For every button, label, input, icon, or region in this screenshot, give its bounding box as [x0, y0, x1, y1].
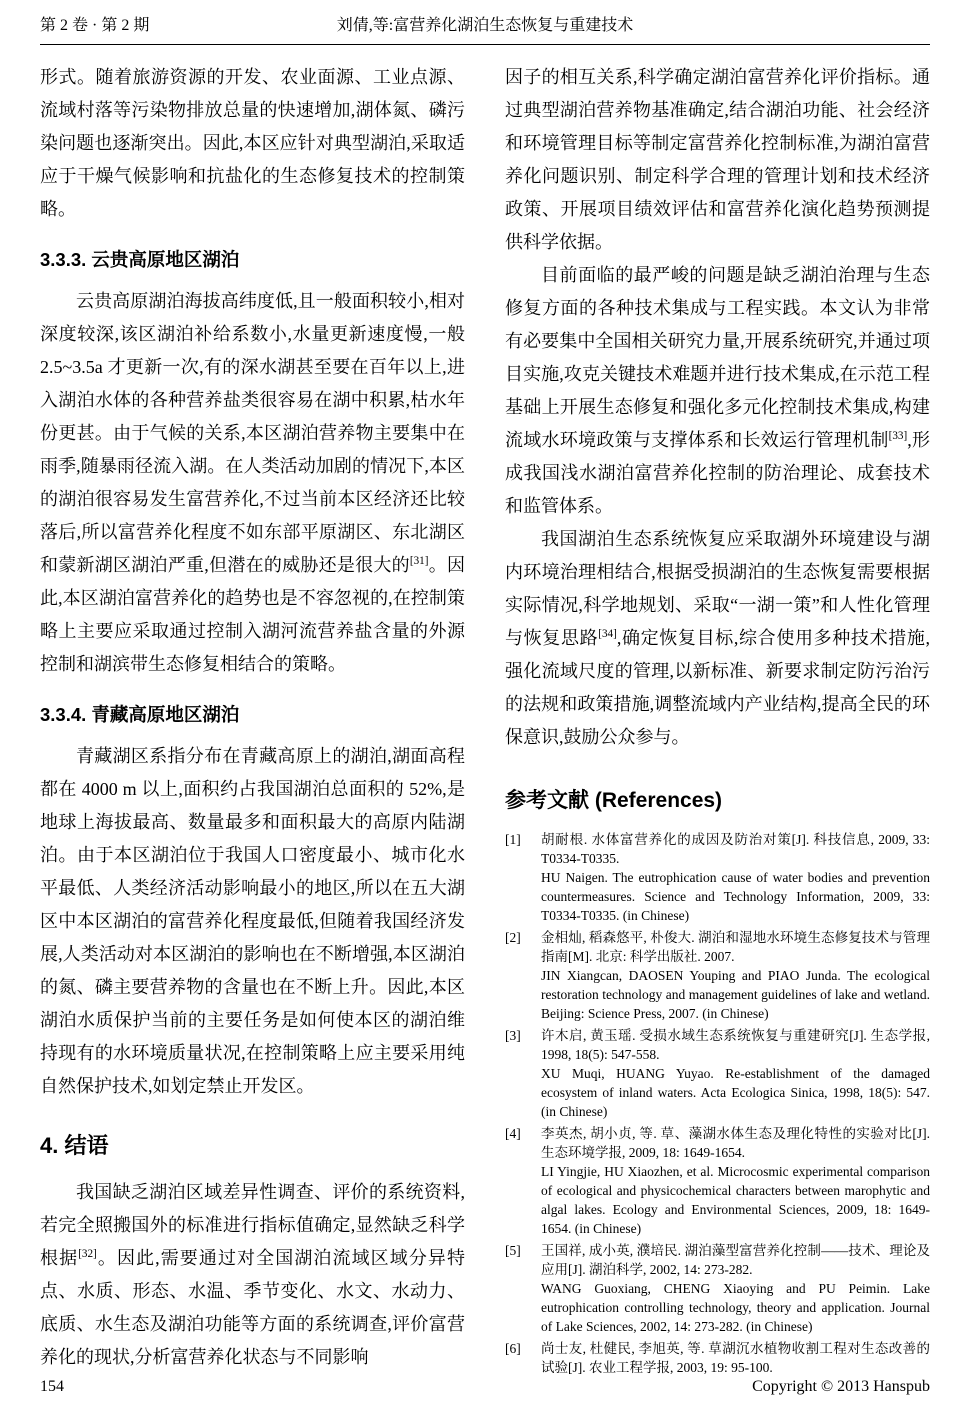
reference-chinese-text: 王国祥, 成小英, 濮培民. 湖泊藻型富营养化控制——技术、理论及应用[J]. 湖泊科学, 2002, 14: 273-282. — [541, 1243, 930, 1277]
reference-item — [505, 1241, 930, 1336]
reference-english-text: XU Muqi, HUANG Yuyao. Re-establishment of the damaged ecosystem of inland waters. Acta Ecologica Sinica, 1998, 18(5): 547. (in Chinese) — [541, 1066, 930, 1119]
reference-item — [505, 1026, 930, 1121]
reference-number: [6] — [505, 1341, 521, 1356]
paragraph-continuation: 形式。随着旅游资源的开发、农业面源、工业点源、流域村落等污染物排放总量的快速增加,湖体氮、磷污染问题也逐渐突出。因此,本区应针对典型湖泊,采取适应于干燥气候影响和抗盐化的生态修复技术的控制策略。 — [40, 67, 465, 219]
page-footer — [40, 1378, 930, 1396]
reference-item — [505, 830, 930, 925]
page-number: 154 — [40, 1378, 64, 1395]
running-title: 刘倩,等:富营养化湖泊生态恢复与重建技术 — [336, 17, 634, 34]
conclusion-paragraph: 我国缺乏湖泊区域差异性调查、评价的系统资料,若完全照搬国外的标准进行指标值确定,显然缺乏科学根据[32]。因此,需要通过对全国湖泊流域区域分异特点、水质、形态、水温、季节变化、水文、水动力、底质、水生态及湖泊功能等方面的系统调查,评价富营养化的现状,分析富营养化状态与不同影响 — [40, 1182, 466, 1367]
reference-number: [5] — [505, 1243, 521, 1258]
reference-number: [4] — [505, 1126, 521, 1141]
reference-body — [541, 1026, 930, 1121]
reference-body — [541, 928, 930, 1023]
reference-number: [2] — [505, 930, 521, 945]
page-header — [40, 12, 930, 45]
reference-number: [1] — [505, 832, 521, 847]
reference-item — [505, 928, 930, 1023]
left-column — [40, 61, 465, 1380]
reference-english-text: LI Yingjie, HU Xiaozhen, et al. Microcosmic experimental comparison of ecological and physicochemical characters between marophytic and algal lakes. Ecology and Environmental Sciences, 2009, 18: 1649-1654. (in Chinese) — [541, 1164, 930, 1236]
section-333-paragraph: 云贵高原湖泊海拔高纬度低,且一般面积较小,相对深度较深,该区湖泊补给系数小,水量更新速度慢,一般 2.5~3.5a 才更新一次,有的深水湖甚至要在百年以上,进入湖泊水体的各种营养盐类很容易在湖中积累,枯水年份更甚。由于气候的关系,本区湖泊营养物主要集中在雨季,随暴雨径流入湖。在人类活动加剧的情况下,本区的湖泊很容易发生富营养化,不过当前本区经济还比较落后,所以富营养化程度不如东部平原湖区、东北湖区和蒙新湖区湖泊严重,但潜在的威胁还是很大的[31]。因此,本区湖泊富营养化的趋势也是不容忽视的,在控制策略上主要应采取通过控制入湖河流营养盐含量的外源控制和湖滨带生态修复相结合的策略。 — [40, 291, 465, 674]
section-heading-333: 3.3.3. 云贵高原地区湖泊 — [40, 249, 240, 270]
journal-issue: 第 2 卷 · 第 2 期 — [40, 17, 150, 34]
reference-chinese-text: 尚士友, 杜健民, 李旭英, 等. 草湖沉水植物收割工程对生态改善的试验[J]. 农业工程学报, 2003, 19: 95-100. — [541, 1341, 930, 1375]
two-column-body — [40, 61, 930, 1380]
paragraph-2: 目前面临的最严峻的问题是缺乏湖泊治理与生态修复方面的各种技术集成与工程实践。本文认为非常有必要集中全国相关研究力量,开展系统研究,并通过项目实施,攻克关键技术难题并进行技术集成,在示范工程基础上开展生态修复和强化多元化控制技术集成,构建流域水环境政策与支撑体系和长效运行管理机制[33],形成我国浅水湖泊富营养化控制的防治理论、成套技术和监管体系。 — [505, 265, 931, 516]
reference-english-text: HU Naigen. The eutrophication cause of water bodies and prevention countermeasures. Science and Technology Information, 2009, 33: T0334-T0335. (in Chinese) — [541, 870, 930, 923]
reference-english-text: WANG Guoxiang, CHENG Xiaoying and PU Peimin. Lake eutrophication controlling technology, theory and application. Journal of Lake Sciences, 2002, 14: 273-282. (in Chinese) — [541, 1281, 930, 1334]
reference-body — [541, 830, 930, 925]
reference-chinese-text: 李英杰, 胡小贞, 等. 草、藻湖水体生态及理化特性的实验对比[J]. 生态环境学报, 2009, 18: 1649-1654. — [541, 1126, 930, 1160]
paragraph-1: 因子的相互关系,科学确定湖泊富营养化评价指标。通过典型湖泊营养物基准确定,结合湖泊功能、社会经济和环境管理目标等制定富营养化控制标准,为湖泊富营养化问题识别、制定科学合理的管理计划和技术经济政策、开展项目绩效评估和富营养化演化趋势预测提供科学依据。 — [505, 67, 930, 252]
reference-body — [541, 1339, 930, 1377]
reference-item — [505, 1124, 930, 1238]
reference-number: [3] — [505, 1028, 521, 1043]
copyright-notice: Copyright © 2013 Hanspub — [752, 1378, 930, 1395]
reference-body — [541, 1241, 930, 1336]
reference-body — [541, 1124, 930, 1238]
reference-chinese-text: 许木启, 黄玉瑶. 受损水域生态系统恢复与重建研究[J]. 生态学报, 1998, 18(5): 547-558. — [541, 1028, 930, 1062]
paragraph-3: 我国湖泊生态系统恢复应采取湖外环境建设与湖内环境治理相结合,根据受损湖泊的生态恢复需要根据实际情况,科学地规划、采取“一湖一策”和人性化管理与恢复思路[34],确定恢复目标,综合使用多种技术措施,强化流域尺度的管理,以新标准、新要求制定防污治污的法规和政策措施,调整流域内产业结构,提高全民的环保意识,鼓励公众参与。 — [505, 529, 931, 747]
right-column — [505, 61, 930, 1380]
reference-english-text: JIN Xiangcan, DAOSEN Youping and PIAO Junda. The ecological restoration technology and management guidelines of lake and wetland. Beijing: Science Press, 2007. (in Chinese) — [541, 968, 930, 1021]
section-heading-conclusion: 4. 结语 — [40, 1133, 109, 1158]
reference-chinese-text: 金相灿, 稻森悠平, 朴俊大. 湖泊和湿地水环境生态修复技术与管理指南[M]. 北京: 科学出版社. 2007. — [541, 930, 930, 964]
references-list — [505, 830, 930, 1377]
reference-item — [505, 1339, 930, 1377]
reference-chinese-text: 胡耐根. 水体富营养化的成因及防治对策[J]. 科技信息, 2009, 33: T0334-T0335. — [541, 832, 930, 866]
section-334-paragraph: 青藏湖区系指分布在青藏高原上的湖泊,湖面高程都在 4000 m 以上,面积约占我国湖泊总面积的 52%,是地球上海拔最高、数量最多和面积最大的高原内陆湖泊。由于本区湖泊位于我国人口密度最小、城市化水平最低、人类经济活动影响最小的地区,所以在五大湖区中本区湖泊的富营养化程度最低,但随着我国经济发展,人类活动对本区湖泊的影响也在不断增强,本区湖泊的氮、磷主要营养物的含量也在不断上升。因此,本区湖泊水质保护当前的主要任务是如何使本区的湖泊维持现有的水环境质量状况,在控制策略上应主要采用纯自然保护技术,如划定禁止开发区。 — [40, 746, 465, 1096]
section-heading-334: 3.3.4. 青藏高原地区湖泊 — [40, 704, 240, 725]
references-heading: 参考文献 (References) — [505, 789, 723, 812]
